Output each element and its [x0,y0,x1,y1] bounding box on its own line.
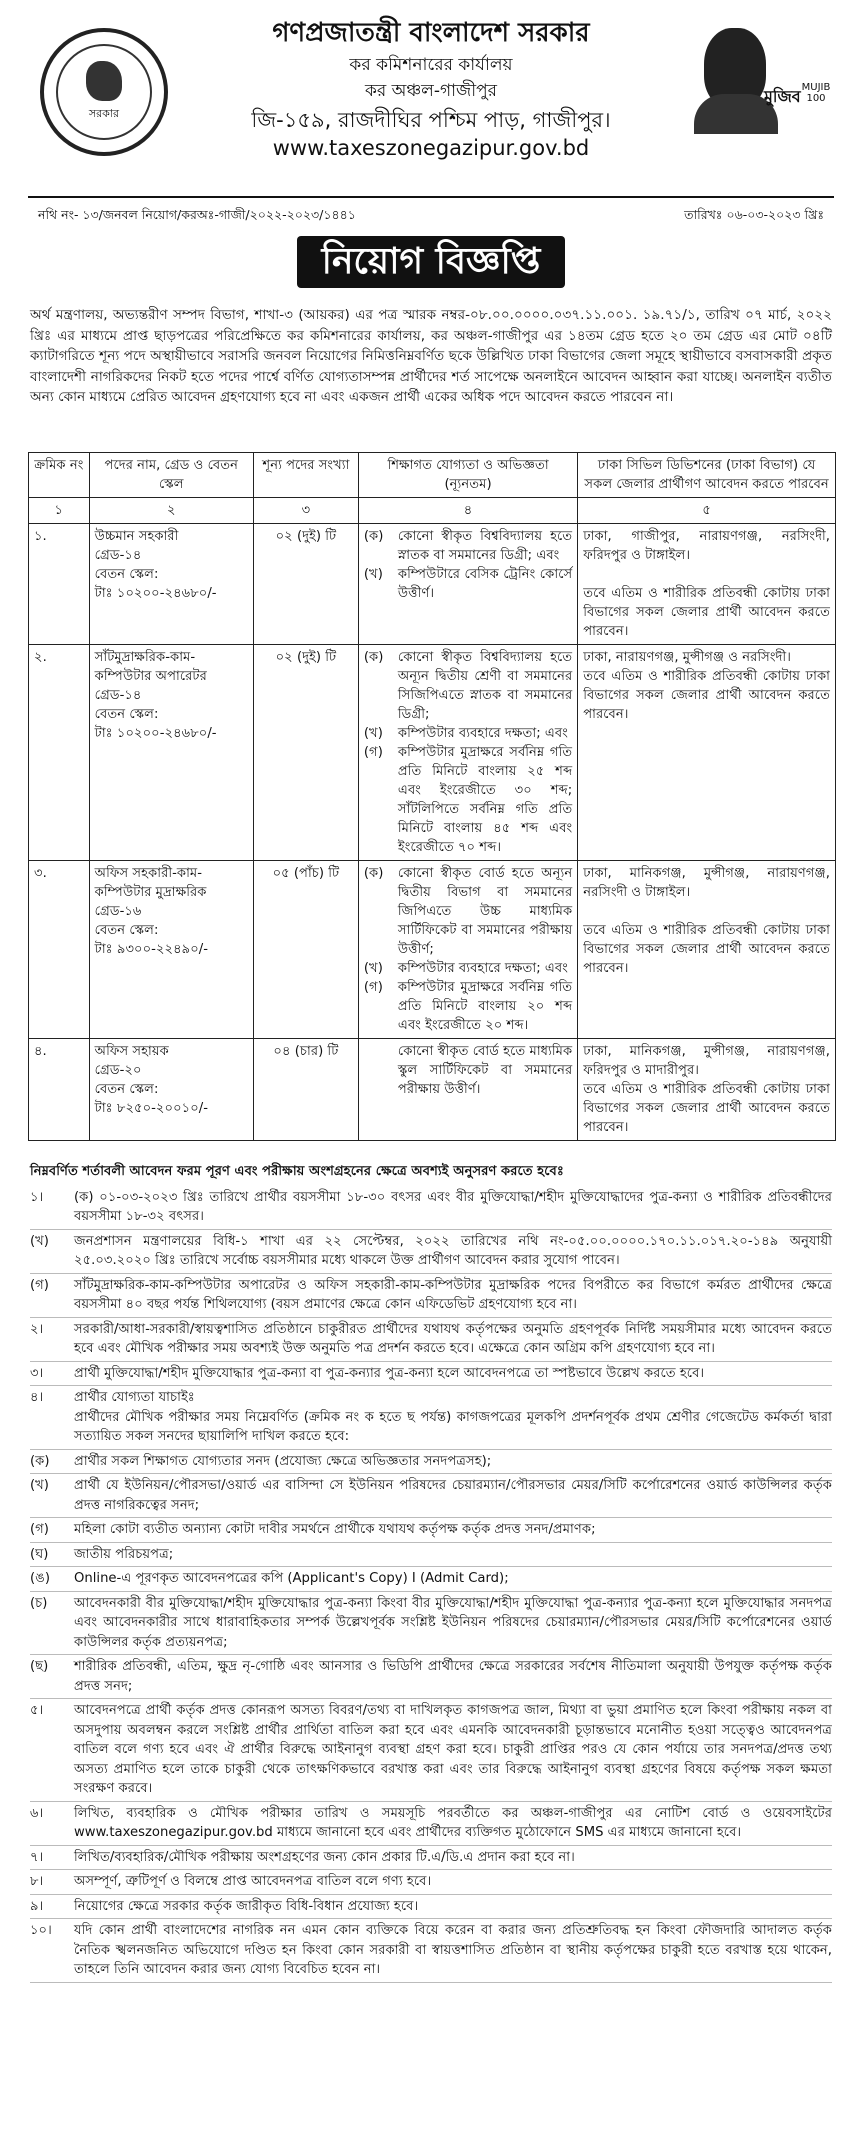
condition-number: (চ) [30,1595,48,1611]
col-number: ৫ [578,498,836,524]
condition-item [30,1362,832,1387]
qualification-item [364,864,572,959]
condition-text: প্রার্থী মুক্তিযোদ্ধা/শহীদ মুক্তিযোদ্ধার পুত্র-কন্যা বা পুত্র-কন্যার পুত্র-কন্যা হলে আবেদনপত্রে তা স্পষ্টভাবে উল্লেখ করতে হবে। [74,1365,705,1381]
condition-number: (ক) [30,1453,50,1469]
qualification-item [364,527,572,565]
qualification-text: কোনো স্বীকৃত বিশ্ববিদ্যালয় হতে অন্যূন দ্বিতীয় শ্রেণী বা সমমানের সিজিপিএতে স্নাতক বা সমমানের ডিগ্রী; [397,650,573,722]
intro-paragraph: অর্থ মন্ত্রণালয়, অভ্যন্তরীণ সম্পদ বিভাগ, শাখা-৩ (আয়কর) এর পত্র স্মারক নম্বর-০৮.০০.০০০০.০৩৭.১১.০০১. ১৯.৭১/১, তারিখ ০৭ মার্চ, ২০২২ খ্রিঃ এর মাধ্যমে প্রাপ্ত ছাড়পত্রের পরিপ্রেক্ষিতে কর কমিশনারের কার্যালয়, কর অঞ্চল-গাজীপুর এর ১৪তম গ্রেড হতে ২০ তম গ্রেড এর মোট ০৪টি ক্যাটাগরিতে শূন্য পদে অস্থায়ীভাবে সরাসরি জনবল নিয়োগের নিমিত্তনিম্নবর্ণিত ছকে উল্লিখিত ঢাকা বিভাগের জেলা সমূহে স্থায়ীভাবে বসবাসকারী প্রকৃত বাংলাদেশী নাগরিকদের নিকট হতে পদের পার্শ্বে বর্ণিত যোগ্যতাসম্পন্ন প্রার্থীদের শর্ত সাপেক্ষে অনলাইনে আবেদন আহ্বান করা যাচ্ছে। অনলাইন ব্যতীত অন্য কোন মাধ্যমে প্রেরিত আবেদন গ্রহণযোগ্য হবে না এবং একজন প্রার্থী একের অধিক পদে আবেদন করতে পারবেন না। [30,307,832,405]
col-number: ২ [89,498,253,524]
condition-text: লিখিত, ব্যবহারিক ও মৌখিক পরীক্ষার তারিখ ও সময়সূচি পরবর্তীতে কর অঞ্চল-গাজীপুর এর নোটিশ বোর্ড ও ওয়েবসাইটের www.taxeszonegazipur.gov.bd মাধ্যমে জানানো হবে এবং প্রার্থীদের ব্যক্তিগত মুঠোফোনে SMS এর মাধ্যমে জানানো হবে। [74,1805,832,1840]
qualification-text: কম্পিউটার ব্যবহারে দক্ষতা; এবং [397,961,568,976]
condition-text: যদি কোন প্রার্থী বাংলাদেশের নাগরিক নন এমন কোন ব্যক্তিকে বিয়ে করেন বা করার জন্য প্রতিশ্রুতিবদ্ধ হন কিংবা ফৌজদারি আদালত কর্তৃক নৈতিক স্খলনজনিত অভিযোগে দণ্ডিত হন কিংবা কোন সরকারী বা স্বায়ত্তশাসিত প্রতিষ্ঠান বা স্থানীয় কর্তৃপক্ষের চাকুরী হতে বরখাস্ত হয়ে থাকেন, তাহলে তিনি আবেদন করার জন্য যোগ্য বিবেচিত হবেন না। [74,1923,832,1977]
condition-number: ৩। [30,1365,44,1381]
condition-text: সাঁটমুদ্রাক্ষরিক-কাম-কম্পিউটার অপারেটর ও অফিস সহকারী-কাম-কম্পিউটার মুদ্রাক্ষরিক পদের বিপরীতে কর বিভাগে কর্মরত প্রার্থীদের ক্ষেত্রে বয়সসীমা ৪০ বছর পর্যন্ত শিথিলযোগ্য (বয়স প্রমাণের ক্ষেত্রে কোন এফিডেভিট গ্রহণযোগ্য হবে না। [74,1277,832,1312]
col-header-districts: ঢাকা সিভিল ডিভিশনের (ঢাকা বিভাগ) যে সকল জেলার প্রার্থীগণ আবেদন করতে পারবেন [578,453,836,498]
row-districts: ঢাকা, মানিকগঞ্জ, মুন্সীগঞ্জ, নারায়ণগঞ্জ, নরসিংদী ও টাঙ্গাইল। তবে এতিম ও শারীরিক প্রতিবন্ধী কোটায় ঢাকা বিভাগের সকল জেলার প্রার্থী আবেদন করতে পারবেন। [578,861,836,1039]
condition-item [30,1699,832,1802]
condition-text: আবেদনপত্রে প্রার্থী কর্তৃক প্রদত্ত কোনরূপ অসত্য বিবরণ/তথ্য বা দাখিলকৃত কাগজপত্র জাল, মিথ্যা বা ভুয়া প্রমাণিত হলে কিংবা পরীক্ষায় নকল বা অসদুপায় অবলম্বন করলে সংশ্লিষ্ট প্রার্থীর প্রার্থিতা বাতিল করা হবে এবং এমনকি আবেদনকারী চূড়ান্তভাবে মনোনীত হওয়া সত্ত্বেও আবেদনপত্র বাতিল বলে গণ্য হবে এবং ঐ প্রার্থীর বিরুদ্ধে আইনানুগ ব্যবস্থা গ্রহণ করা হবে। চাকুরী প্রাপ্তির পরও যে কোন পর্যায়ে তার সনদপত্র/প্রদত্ত তথ্য অসত্য প্রমাণিত হলে তাকে চাকুরী থেকে তাৎক্ষণিকভাবে বরখাস্ত করা এবং তার বিরুদ্ধে আইনানুগ ব্যবস্থা গ্রহণের বিষয়ে কর্তৃপক্ষ সকল ক্ষমতা সংরক্ষণ করবে। [74,1703,832,1796]
conditions-title: নিম্নবর্ণিত শর্তাবলী আবেদন ফরম পূরণ এবং পরীক্ষায় অংশগ্রহনের ক্ষেত্রে অবশ্যই অনুসরণ করতে হবেঃ [30,1164,564,1179]
condition-item [30,1450,832,1475]
row-count: ০২ (দুই) টি [253,645,358,861]
reference-line [38,207,824,227]
header [0,0,862,175]
row-serial: ২. [29,645,90,861]
condition-text: জাতীয় পরিচয়পত্র; [74,1546,174,1562]
col-number: ১ [29,498,90,524]
zone-name: কর অঞ্চল-গাজীপুর [364,81,498,101]
condition-number: ২। [30,1321,44,1337]
condition-text: (ক) ০১-০৩-২০২৩ খ্রিঃ তারিখে প্রার্থীর বয়সসীমা ১৮-৩০ বৎসর এবং বীর মুক্তিযোদ্ধা/শহীদ মুক্তিযোদ্ধাদের পুত্র-কন্যা ও শারীরিক প্রতিবন্ধীদের বয়সসীমা ১৮-৩২ বৎসর। [74,1189,832,1224]
row-qualifications [358,1039,577,1141]
table-row [29,645,836,861]
qualification-label: (গ) [363,745,383,760]
row-qualifications [358,645,577,861]
row-post: অফিস সহায়ক গ্রেড-২০ বেতন স্কেল: টাঃ ৮২৫০-২০০১০/- [89,1039,253,1141]
condition-item [30,1919,832,1983]
row-districts: ঢাকা, গাজীপুর, নারায়ণগঞ্জ, নরসিংদী, ফরিদপুর ও টাঙ্গাইল। তবে এতিম ও শারীরিক প্রতিবন্ধী কোটায় ঢাকা বিভাগের সকল জেলার প্রার্থী আবেদন করতে পারবেন। [578,524,836,645]
condition-item [30,1518,832,1543]
table-row [29,861,836,1039]
qualification-text: কোনো স্বীকৃত বোর্ড হতে অন্যূন দ্বিতীয় বিভাগ বা সমমানের জিপিএতে উচ্চ মাধ্যমিক সার্টিফিকেট বা সমমানের পরীক্ষায় উত্তীর্ণ; [397,866,573,957]
qualification-text: কোনো স্বীকৃত বোর্ড হতে মাধ্যমিক স্কুল সার্টিফিকেট বা সমমানের পরীক্ষায় উত্তীর্ণ। [397,1044,573,1097]
col-header-count: শূন্য পদের সংখ্যা [253,453,358,498]
condition-number: (গ) [30,1522,49,1537]
qualification-item [364,978,572,1035]
condition-number: (ছ) [30,1659,49,1674]
condition-text: মহিলা কোটা ব্যতীত অন্যান্য কোটা দাবীর সমর্থনে প্রার্থীকে যথাযথ কর্তৃপক্ষ কর্তৃক প্রদত্ত সনদ/প্রমাণক; [74,1522,596,1537]
qualification-item [364,959,572,978]
table-row [29,524,836,645]
row-post: সাঁটমুদ্রাক্ষরিক-কাম-কম্পিউটার অপারেটর গ্রেড-১৪ বেতন স্কেল: টাঃ ১০২০০-২৪৬৮০/- [89,645,253,861]
condition-item [30,1274,832,1318]
condition-number: ৭। [30,1849,44,1865]
condition-number: (ঘ) [30,1546,49,1562]
row-qualifications [358,524,577,645]
row-count: ০৪ (চার) টি [253,1039,358,1141]
qualification-label: (খ) [363,567,383,582]
condition-text: সরকারী/আধা-সরকারী/স্বায়ত্বশাসিত প্রতিষ্ঠানে চাকুরীরত প্রার্থীদের যথাযথ কর্তৃপক্ষের অনুমতি গ্রহণপূর্বক নির্দিষ্ট সময়সীমার মধ্যে আবেদন করতে হবে এবং মৌখিক পরীক্ষার সময় অবশ্যই উক্ত অনুমতি পত্র প্রদর্শন করতে হবে। এক্ষেত্রে কোন অগ্রিম কপি গ্রহণযোগ্য হবে না। [74,1321,832,1356]
qualification-label: (খ) [363,726,383,741]
qualification-item [364,724,572,743]
condition-number: (খ) [30,1478,49,1493]
condition-number: (খ) [30,1233,49,1249]
office-address: জি-১৫৯, রাজদীঘির পশ্চিম পাড়, গাজীপুর। [251,108,611,132]
website-link[interactable]: www.taxeszonegazipur.gov.bd [272,136,590,160]
qualification-label: (ক) [363,866,384,881]
col-header-qualification: শিক্ষাগত যোগ্যতা ও অভিজ্ঞতা (ন্যূনতম) [358,453,577,498]
condition-number: (গ) [30,1277,49,1293]
qualification-label: (ক) [363,650,384,665]
row-count: ০৫ (পাঁচ) টি [253,861,358,1039]
condition-text: অসম্পূর্ণ, ত্রুটিপূর্ণ ও বিলম্বে প্রাপ্ত আবেদনপত্র বাতিল বলে গণ্য হবে। [74,1874,432,1889]
condition-item [30,1802,832,1846]
condition-item [30,1846,832,1871]
row-post: অফিস সহকারী-কাম-কম্পিউটার মুদ্রাক্ষরিক গ্রেড-১৬ বেতন স্কেল: টাঃ ৯৩০০-২২৪৯০/- [89,861,253,1039]
col-header-serial: ক্রমিক নং [29,453,90,498]
seal-bottom-text: সরকার [88,106,120,120]
condition-text: প্রার্থীর যোগ্যতা যাচাইঃ প্রার্থীদের মৌখিক পরীক্ষার সময় নিম্নেবর্ণিত (ক্রমিক নং ক হতে ছ পর্যন্ত) কাগজপত্রের মূলকপি প্রদর্শনপূর্বক প্রথম শ্রেণীর গেজেটেড কর্মকর্তা দ্বারা সত্যায়িত সকল সনদের ছায়ালিপি দাখিল করতে হবে: [74,1390,832,1444]
qualification-text: কম্পিউটার ব্যবহারে দক্ষতা; এবং [397,726,568,741]
col-number: ৪ [358,498,577,524]
condition-number: ৮। [30,1874,44,1889]
table-header-row [29,453,836,498]
conditions-section [30,1162,832,1983]
row-districts: ঢাকা, নারায়ণগঞ্জ, মুন্সীগঞ্জ ও নরসিংদী। তবে এতিম ও শারীরিক প্রতিবন্ধী কোটায় ঢাকা বিভাগের সকল জেলার প্রার্থী আবেদন করতে পারবেন। [578,645,836,861]
qualification-text: কম্পিউটারে বেসিক ট্রেনিং কোর্সে উত্তীর্ণ। [397,567,573,601]
portrait-image [682,22,832,157]
header-divider [28,196,834,198]
qualification-label [364,1042,398,1099]
vacancy-rows [29,524,836,1141]
notice-date: তারিখঃ ০৬-০৩-২০২৩ খ্রিঃ [684,207,824,222]
condition-text: প্রার্থী যে ইউনিয়ন/পৌরসভা/ওয়ার্ড এর বাসিন্দা সে ইউনিয়ন পরিষদের চেয়ারম্যান/পৌরসভার মেয়র/সিটি কর্পোরেশনের ওয়ার্ড কাউন্সিলর কর্তৃক প্রদত্ত নাগরিকত্বের সনদ; [74,1478,832,1513]
row-serial: ৩. [29,861,90,1039]
mujib-label: মুজিব [764,87,801,106]
condition-item [30,1186,832,1230]
condition-item [30,1474,832,1518]
row-serial: ৪. [29,1039,90,1141]
mujib-100-badge: MUJIB 100 [801,82,831,104]
qualification-item [364,743,572,857]
condition-item [30,1230,832,1274]
condition-text: আবেদনকারী বীর মুক্তিযোদ্ধা/শহীদ মুক্তিযোদ্ধার পুত্র-কন্যা কিংবা বীর মুক্তিযোদ্ধা/শহীদ মুক্তিযোদ্ধা পুত্র-কন্যার পুত্র-কন্যা হলে মুক্তিযোদ্ধার সনদপত্র এবং আবেদনকারীর সাথে ধারাবাহিকতার সম্পর্ক উল্লেখপূর্বক সংশ্লিষ্ট ইউনিয়ন পরিষদের চেয়ারম্যান/পৌরসভার মেয়র/সিটি কর্পোরেশনের ওয়ার্ড কাউন্সিলর কর্তৃক প্রত্যয়নপত্র; [74,1595,832,1650]
qualification-text: কম্পিউটার মুদ্রাক্ষরে সর্বনিম্ন গতি প্রতি মিনিটে বাংলায় ২৫ শব্দ এবং ইংরেজীতে ৩০ শব্দ; সাঁটলিপিতে সর্বনিম্ন গতি প্রতি মিনিটে বাংলায় ৪৫ শব্দ এবং ইংরেজীতে ৭০ শব্দ। [397,745,573,855]
reference-number: নথি নং- ১৩/জনবল নিয়োগ/করঅঃ-গাজী/২০২২-২০২৩/১৪৪১ [38,207,356,222]
condition-number: ৫। [30,1703,44,1718]
office-name: কর কমিশনারের কার্যালয় [349,55,513,75]
condition-item [30,1592,832,1656]
condition-item [30,1870,832,1895]
condition-number: ১০। [30,1923,52,1938]
condition-text: Online-এ পূরণকৃত আবেদনপত্রের কপি (Applicant's Copy) I (Admit Card); [74,1571,509,1586]
column-number-row [29,498,836,524]
qualification-item [364,648,572,724]
condition-item [30,1543,832,1568]
condition-number: ৯। [30,1898,44,1914]
government-title: গণপ্রজাতন্ত্রী বাংলাদেশ সরকার [272,18,590,48]
col-number: ৩ [253,498,358,524]
conditions-list [30,1186,832,1983]
condition-text: লিখিত/ব্যবহারিক/মৌখিক পরীক্ষায় অংশগ্রহণের জন্য কোন প্রকার টি.এ/ডি.এ প্রদান করা হবে না। [74,1849,575,1865]
condition-item [30,1567,832,1592]
condition-text: প্রার্থীর সকল শিক্ষাগত যোগ্যতার সনদ (প্রযোজ্য ক্ষেত্রে অভিজ্ঞতার সনদপত্রসহ); [74,1453,492,1469]
col-header-post: পদের নাম, গ্রেড ও বেতন স্কেল [89,453,253,498]
row-post: উচ্চমান সহকারী গ্রেড-১৪ বেতন স্কেল: টাঃ ১০২০০-২৪৬৮০/- [89,524,253,645]
vacancy-table [28,452,836,1141]
row-qualifications [358,861,577,1039]
qualification-item [364,1042,572,1099]
qualification-item [364,565,572,603]
row-districts: ঢাকা, মানিকগঞ্জ, মুন্সীগঞ্জ, নারায়ণগঞ্জ, ফরিদপুর ও মাদারীপুর। তবে এতিম ও শারীরিক প্রতিবন্ধী কোটায় ঢাকা বিভাগের সকল জেলার প্রার্থী আবেদন করতে পারবেন। [578,1039,836,1141]
row-serial: ১. [29,524,90,645]
condition-item [30,1386,832,1450]
qualification-label: (খ) [363,961,383,976]
qualification-text: কোনো স্বীকৃত বিশ্ববিদ্যালয় হতে স্নাতক বা সমমানের ডিগ্রী; এবং [397,529,573,563]
condition-text: জনপ্রশাসন মন্ত্রণালয়ের বিধি-১ শাখা এর ২২ সেপ্টেম্বর, ২০২২ তারিখের নথি নং-০৫.০০.০০০০.১৭০.১১.০১৭.২০-১৪৯ অনুযায়ী ২৫.০৩.২০২০ খ্রিঃ তারিখে সর্বোচ্চ বয়সসীমার মধ্যে থাকলে উক্ত প্রার্থীগণ আবেদন করার সুযোগ পাবেন। [74,1233,832,1268]
condition-number: (ঙ) [30,1571,50,1586]
qualification-label: (ক) [363,529,384,544]
condition-number: ৬। [30,1805,44,1821]
table-row [29,1039,836,1141]
condition-number: ৪। [30,1390,44,1405]
condition-text: নিয়োগের ক্ষেত্রে সরকার কর্তৃক জারীকৃত বিধি-বিধান প্রযোজ্য হবে। [74,1898,419,1914]
row-count: ০২ (দুই) টি [253,524,358,645]
qualification-label: (গ) [363,980,383,995]
notice-banner: নিয়োগ বিজ্ঞপ্তি [297,236,565,288]
condition-item [30,1318,832,1362]
condition-item [30,1895,832,1920]
condition-text: শারীরিক প্রতিবন্ধী, এতিম, ক্ষুদ্র নৃ-গোষ্ঠি এবং আনসার ও ভিডিপি প্রার্থীদের ক্ষেত্রে সরকারের সর্বশেষ নীতিমালা অনুযায়ী উপযুক্ত কর্তৃপক্ষ কর্তৃক প্রদত্ত সনদ; [74,1659,832,1694]
condition-number: ১। [30,1189,44,1205]
qualification-text: কম্পিউটার মুদ্রাক্ষরে সর্বনিম্ন গতি প্রতি মিনিটে বাংলায় ২০ শব্দ এবং ইংরেজীতে ২০ শব্দ। [397,980,573,1033]
condition-item [30,1655,832,1699]
